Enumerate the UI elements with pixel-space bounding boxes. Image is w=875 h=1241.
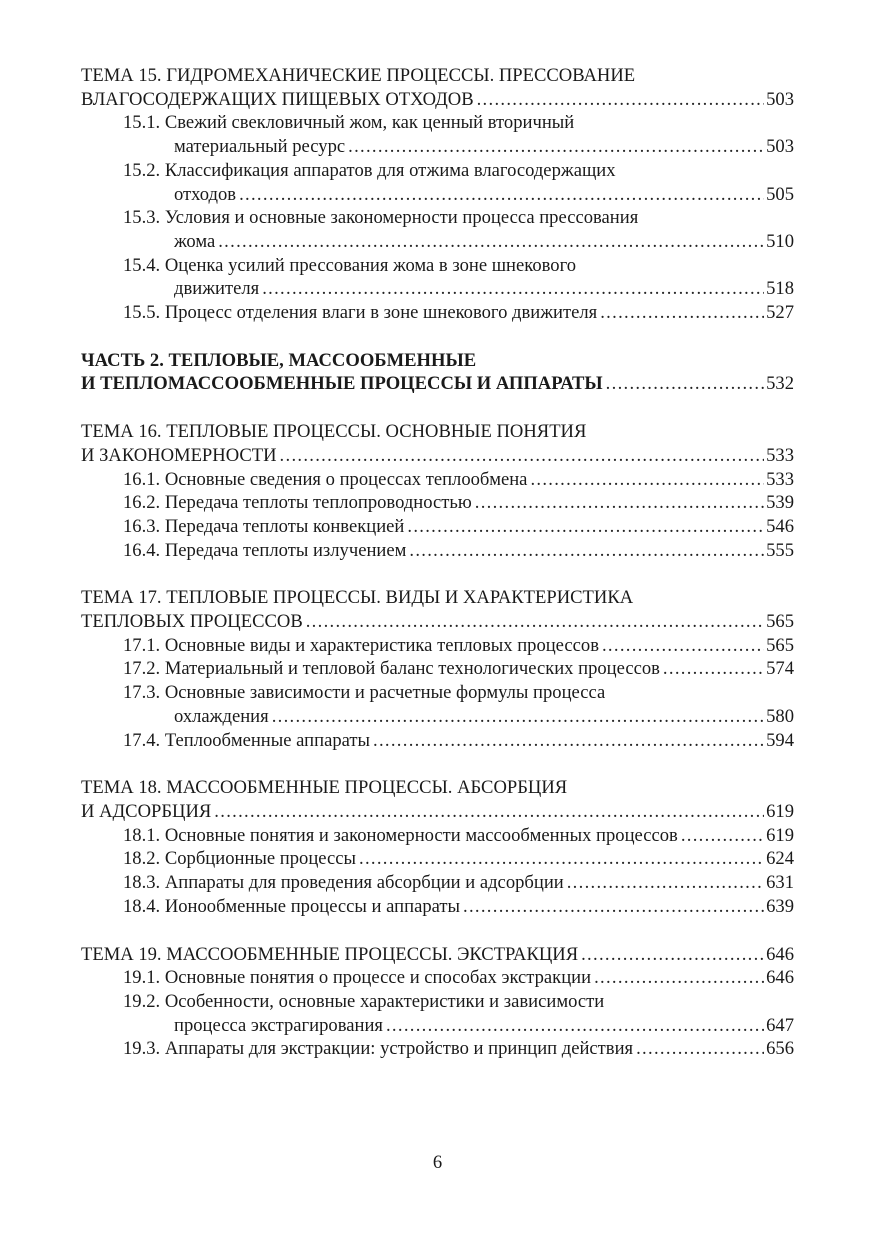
dot-leader (477, 88, 765, 112)
toc-section-18 (81, 776, 794, 918)
subsection-title: 17.1. Основные виды и характеристика тепловых процессов (123, 634, 599, 656)
toc-entry[interactable] (81, 966, 794, 990)
dot-leader (272, 705, 764, 729)
subsection-title: 15.2. Классификация аппаратов для отжима влагосодержащих (123, 159, 616, 181)
subsection-line (81, 111, 794, 135)
page-ref: 646 (766, 967, 794, 989)
toc-entry[interactable] (81, 657, 794, 681)
subsection-title-cont: материальный ресурс (174, 136, 346, 158)
dot-leader (239, 183, 764, 207)
subsection-title: 18.1. Основные понятия и закономерности массообменных процессов (123, 824, 678, 846)
subsection-line (81, 159, 794, 183)
subsection-title: 15.1. Свежий свекловичный жом, как ценный вторичный (123, 112, 575, 134)
section-title-line (81, 586, 794, 610)
subsection-title: 16.2. Передача теплоты теплопроводностью (123, 492, 472, 514)
toc-entry[interactable] (81, 705, 794, 729)
page-ref: 619 (766, 824, 794, 846)
toc-entry[interactable] (81, 1037, 794, 1061)
dot-leader (218, 230, 764, 254)
subsection-title: 19.2. Особенности, основные характеристики и зависимости (123, 990, 605, 1012)
dot-leader (663, 657, 764, 681)
toc-entry[interactable] (81, 634, 794, 658)
toc-entry[interactable] (81, 277, 794, 301)
subsection-title: 16.1. Основные сведения о процессах теплообмена (123, 468, 528, 490)
subsection-title: 19.1. Основные понятия о процессе и способах экстракции (123, 967, 592, 989)
dot-leader (602, 634, 764, 658)
subsection-line (81, 254, 794, 278)
dot-leader (359, 847, 764, 871)
page-ref: 647 (766, 1014, 794, 1036)
dot-leader (636, 1037, 764, 1061)
page-ref: 619 (766, 800, 794, 822)
subsection-title-cont: движителя (174, 278, 260, 300)
subsection-title-cont: охлаждения (174, 705, 269, 727)
toc-entry[interactable] (81, 135, 794, 159)
page-ref: 518 (766, 278, 794, 300)
page-ref: 574 (766, 658, 794, 680)
dot-leader (606, 372, 764, 396)
toc-section-15 (81, 64, 794, 325)
page-ref: 624 (766, 848, 794, 870)
toc-entry[interactable] (81, 183, 794, 207)
toc-part-2 (81, 349, 794, 396)
dot-leader (262, 277, 764, 301)
table-of-contents (81, 64, 794, 1061)
toc-entry[interactable] (81, 88, 794, 112)
subsection-title: 18.2. Сорбционные процессы (123, 848, 356, 870)
toc-entry[interactable] (81, 515, 794, 539)
dot-leader (348, 135, 764, 159)
part-title-line (81, 349, 794, 373)
subsection-title-cont: жома (174, 230, 216, 252)
toc-entry[interactable] (81, 847, 794, 871)
toc-section-16 (81, 420, 794, 562)
dot-leader (280, 444, 765, 468)
subsection-line (81, 206, 794, 230)
page-ref: 565 (766, 634, 794, 656)
page-ref: 639 (766, 895, 794, 917)
page-ref: 510 (766, 230, 794, 252)
page-ref: 555 (766, 539, 794, 561)
dot-leader (475, 491, 764, 515)
subsection-title: 15.3. Условия и основные закономерности процесса прессования (123, 207, 639, 229)
spacer (81, 752, 794, 776)
toc-section-19 (81, 943, 794, 1062)
page-number: 6 (432, 1152, 443, 1173)
page-ref: 580 (766, 705, 794, 727)
dot-leader (681, 824, 764, 848)
section-title: ТЕМА 16. ТЕПЛОВЫЕ ПРОЦЕССЫ. ОСНОВНЫЕ ПОНЯТИЯ (81, 421, 587, 443)
page-ref: 546 (766, 515, 794, 537)
section-title: ТЕМА 19. МАССООБМЕННЫЕ ПРОЦЕССЫ. ЭКСТРАКЦИЯ (81, 943, 579, 965)
subsection-line (81, 990, 794, 1014)
page-ref: 533 (766, 444, 794, 466)
page-ref: 503 (766, 136, 794, 158)
toc-entry[interactable] (81, 943, 794, 967)
toc-entry[interactable] (81, 372, 794, 396)
section-title-cont: ТЕПЛОВЫХ ПРОЦЕССОВ (81, 611, 303, 633)
toc-entry[interactable] (81, 824, 794, 848)
spacer (81, 919, 794, 943)
page-ref: 656 (766, 1038, 794, 1060)
part-title: ЧАСТЬ 2. ТЕПЛОВЫЕ, МАССООБМЕННЫЕ (81, 349, 477, 371)
page-ref: 646 (766, 943, 794, 965)
page-ref: 539 (766, 492, 794, 514)
dot-leader (373, 729, 764, 753)
section-title-cont: И ЗАКОНОМЕРНОСТИ (81, 444, 277, 466)
toc-entry[interactable] (81, 491, 794, 515)
subsection-title: 17.3. Основные зависимости и расчетные формулы процесса (123, 682, 606, 704)
toc-entry[interactable] (81, 468, 794, 492)
toc-entry[interactable] (81, 871, 794, 895)
dot-leader (581, 943, 764, 967)
dot-leader (567, 871, 764, 895)
toc-entry[interactable] (81, 444, 794, 468)
dot-leader (594, 966, 764, 990)
subsection-title: 18.3. Аппараты для проведения абсорбции и адсорбции (123, 872, 564, 894)
spacer (81, 396, 794, 420)
dot-leader (463, 895, 764, 919)
page-ref: 532 (766, 373, 794, 395)
dot-leader (214, 800, 764, 824)
subsection-title: 15.4. Оценка усилий прессования жома в зоне шнекового (123, 254, 577, 276)
dot-leader (306, 610, 764, 634)
section-title-line (81, 64, 794, 88)
page-ref: 631 (766, 872, 794, 894)
subsection-title: 16.3. Передача теплоты конвекцией (123, 515, 405, 537)
section-title: ТЕМА 18. МАССООБМЕННЫЕ ПРОЦЕССЫ. АБСОРБЦИЯ (81, 777, 568, 799)
toc-entry[interactable] (81, 729, 794, 753)
section-title-cont: ВЛАГОСОДЕРЖАЩИХ ПИЩЕВЫХ ОТХОДОВ (81, 88, 474, 110)
subsection-title-cont: процесса экстрагирования (174, 1014, 383, 1036)
toc-entry[interactable] (81, 301, 794, 325)
section-title: ТЕМА 17. ТЕПЛОВЫЕ ПРОЦЕССЫ. ВИДЫ И ХАРАКТЕРИСТИКА (81, 587, 634, 609)
toc-entry[interactable] (81, 610, 794, 634)
subsection-title: 16.4. Передача теплоты излучением (123, 539, 407, 561)
page-ref: 505 (766, 183, 794, 205)
section-title-cont: И АДСОРБЦИЯ (81, 800, 212, 822)
section-title-line (81, 420, 794, 444)
section-title-line (81, 776, 794, 800)
spacer (81, 562, 794, 586)
subsection-title: 15.5. Процесс отделения влаги в зоне шнекового движителя (123, 302, 598, 324)
dot-leader (530, 468, 764, 492)
page-ref: 527 (766, 302, 794, 324)
subsection-title: 18.4. Ионообменные процессы и аппараты (123, 895, 461, 917)
part-title-cont: И ТЕПЛОМАССООБМЕННЫЕ ПРОЦЕССЫ И АППАРАТЫ (81, 373, 603, 395)
spacer (81, 325, 794, 349)
page-ref: 565 (766, 611, 794, 633)
subsection-title: 17.2. Материальный и тепловой баланс технологических процессов (123, 658, 660, 680)
toc-entry[interactable] (81, 800, 794, 824)
subsection-title: 19.3. Аппараты для экстракции: устройство и принцип действия (123, 1038, 634, 1060)
toc-section-17 (81, 586, 794, 752)
subsection-title-cont: отходов (174, 183, 237, 205)
subsection-title: 17.4. Теплообменные аппараты (123, 729, 371, 751)
page-ref: 503 (766, 88, 794, 110)
toc-entry[interactable] (81, 1014, 794, 1038)
dot-leader (600, 301, 764, 325)
page-ref: 533 (766, 468, 794, 490)
page-ref: 594 (766, 729, 794, 751)
toc-entry[interactable] (81, 539, 794, 563)
dot-leader (409, 539, 764, 563)
subsection-line (81, 681, 794, 705)
toc-entry[interactable] (81, 230, 794, 254)
section-title: ТЕМА 15. ГИДРОМЕХАНИЧЕСКИЕ ПРОЦЕССЫ. ПРЕССОВАНИЕ (81, 65, 636, 86)
dot-leader (407, 515, 764, 539)
dot-leader (386, 1014, 764, 1038)
toc-entry[interactable] (81, 895, 794, 919)
